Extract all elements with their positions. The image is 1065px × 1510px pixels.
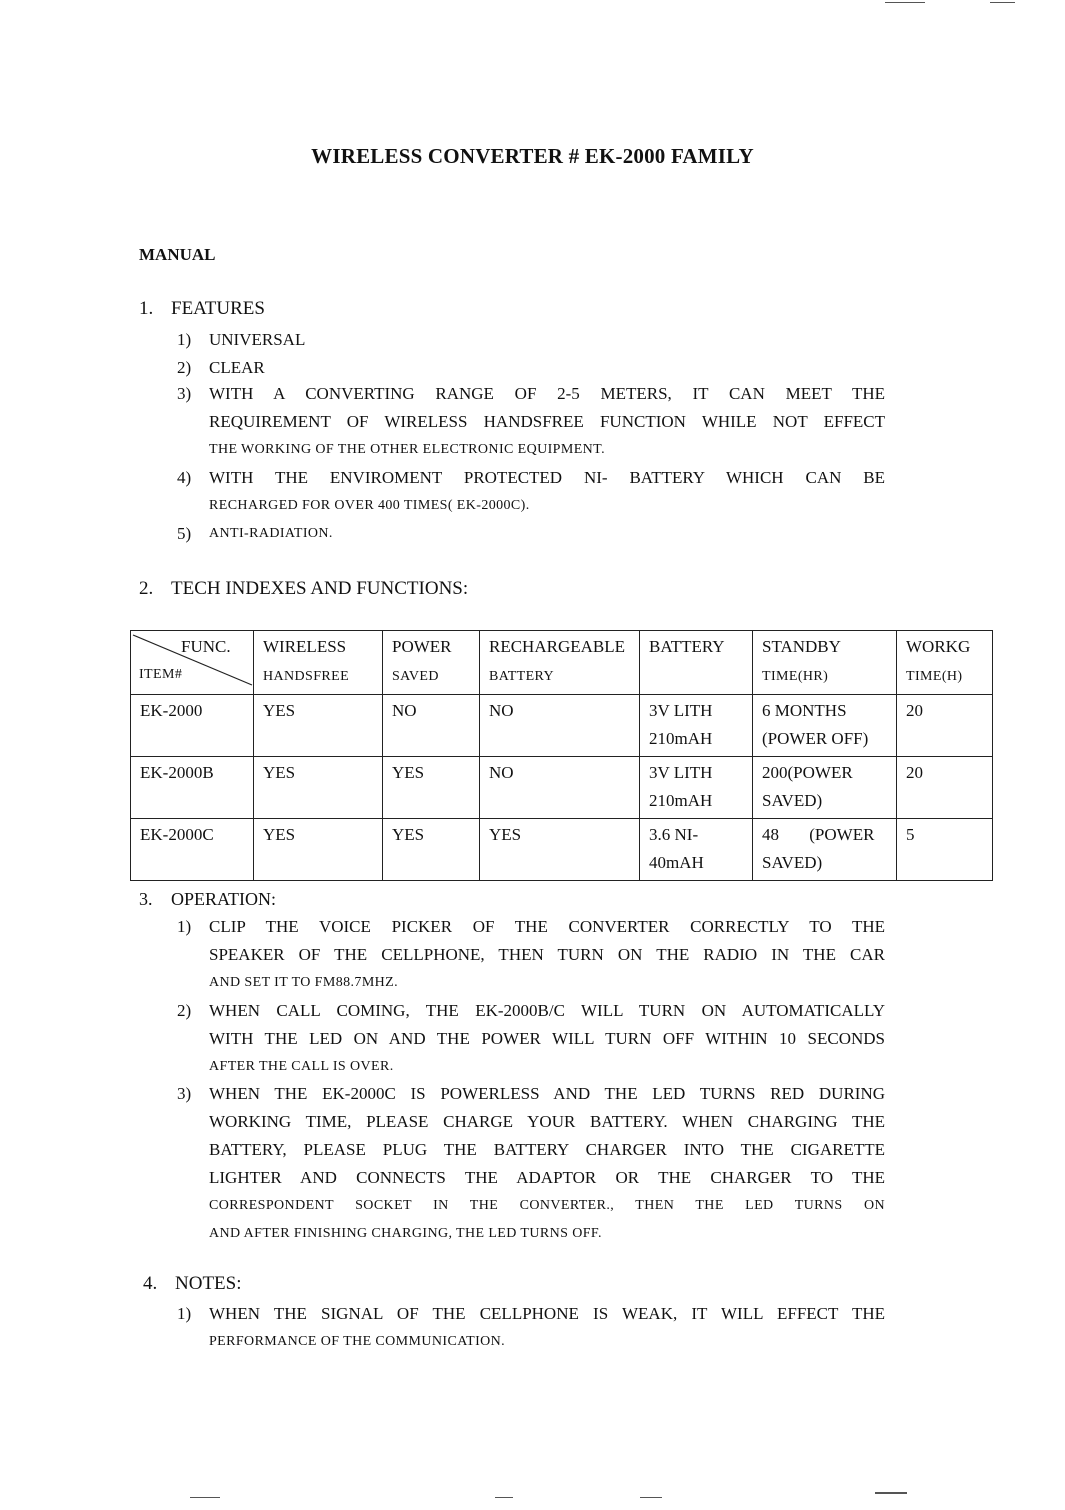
features-heading	[139, 298, 265, 320]
cell-line: 6 MONTHS	[762, 701, 847, 720]
power-cell: YES	[383, 819, 480, 881]
notes-heading	[143, 1273, 242, 1295]
item-number: 4)	[177, 468, 192, 487]
work-cell: 20	[897, 757, 993, 819]
scan-mark	[885, 2, 925, 3]
feature-item	[177, 520, 885, 548]
item-line: LIGHTER AND CONNECTS THE ADAPTOR OR THE CHARGER TO THE	[209, 1168, 885, 1187]
section-number: 2.	[139, 578, 154, 599]
section-title: OPERATION:	[171, 889, 277, 909]
item-line: WHEN CALL COMING, THE EK-2000B/C WILL TURN ON AUTOMATICALLY	[209, 1001, 885, 1020]
cell-line: 210mAH	[649, 729, 713, 748]
item-number: 2)	[177, 1001, 192, 1020]
table-row	[131, 757, 993, 819]
header-line: POWER	[392, 637, 452, 656]
scan-mark	[990, 2, 1015, 3]
corner-header-cell	[131, 631, 254, 695]
header-line: SAVED	[392, 669, 439, 684]
table-row	[131, 819, 993, 881]
operation-item	[177, 913, 885, 997]
feature-item	[177, 464, 885, 520]
section-title: TECH INDEXES AND FUNCTIONS:	[171, 578, 469, 599]
battery-cell	[640, 695, 753, 757]
item-line: WHEN THE EK-2000C IS POWERLESS AND THE LED TURNS RED DURING	[209, 1084, 885, 1103]
power-cell: NO	[383, 695, 480, 757]
item-line: REQUIREMENT OF WIRELESS HANDSFREE FUNCTION WHILE NOT EFFECT	[209, 412, 885, 431]
header-line: TIME(HR)	[762, 669, 829, 684]
item-line: UNIVERSAL	[209, 330, 306, 349]
item-line: AND AFTER FINISHING CHARGING, THE LED TURNS OFF.	[209, 1226, 602, 1241]
header-line: WORKG	[906, 637, 971, 656]
header-line: BATTERY	[649, 637, 725, 656]
cell-line: 200(POWER	[762, 763, 853, 782]
scan-mark	[640, 1497, 662, 1498]
item-cell: EK-2000B	[131, 757, 254, 819]
scan-mark	[875, 1492, 907, 1494]
item-number: 1)	[177, 330, 192, 349]
header-cell	[897, 631, 993, 695]
wireless-cell: YES	[254, 757, 383, 819]
section-number: 4.	[143, 1273, 158, 1294]
battery-cell	[640, 757, 753, 819]
header-cell	[254, 631, 383, 695]
wireless-cell: YES	[254, 695, 383, 757]
header-cell	[480, 631, 640, 695]
work-cell: 20	[897, 695, 993, 757]
header-line: WIRELESS	[263, 637, 347, 656]
item-number: 3)	[177, 1084, 192, 1103]
section-title: NOTES:	[175, 1273, 242, 1294]
item-cell: EK-2000	[131, 695, 254, 757]
recharge-cell: YES	[480, 819, 640, 881]
item-line: AFTER THE CALL IS OVER.	[209, 1059, 394, 1074]
item-line: WITH THE ENVIROMENT PROTECTED NI- BATTERY WHICH CAN BE	[209, 468, 885, 487]
section-number: 3.	[139, 889, 153, 909]
item-label: ITEM#	[139, 667, 183, 682]
item-line: CORRESPONDENT SOCKET IN THE CONVERTER., THEN THE LED TURNS ON	[209, 1198, 885, 1213]
standby-cell	[753, 819, 897, 881]
item-line: CLEAR	[209, 358, 265, 377]
header-line: TIME(H)	[906, 669, 963, 684]
item-number: 1)	[177, 917, 192, 936]
scan-mark	[495, 1497, 513, 1498]
item-line: WITH THE LED ON AND THE POWER WILL TURN OFF WITHIN 10 SECONDS	[209, 1029, 885, 1048]
table-row	[131, 695, 993, 757]
recharge-cell: NO	[480, 757, 640, 819]
item-cell: EK-2000C	[131, 819, 254, 881]
item-number: 1)	[177, 1304, 192, 1323]
cell-line: 210mAH	[649, 791, 713, 810]
cell-line: 48 (POWER	[762, 825, 875, 844]
standby-cell	[753, 695, 897, 757]
feature-item	[177, 354, 885, 382]
standby-cell	[753, 757, 897, 819]
item-line: WITH A CONVERTING RANGE OF 2-5 METERS, IT CAN MEET THE	[209, 384, 885, 403]
operation-heading	[139, 889, 276, 910]
work-cell: 5	[897, 819, 993, 881]
section-number: 1.	[139, 298, 154, 319]
manual-label: MANUAL	[139, 245, 216, 264]
table-header-row	[131, 631, 993, 695]
item-number: 5)	[177, 524, 192, 543]
operation-item	[177, 1080, 885, 1248]
item-line: RECHARGED FOR OVER 400 TIMES( EK-2000C).	[209, 498, 530, 513]
item-line: THE WORKING OF THE OTHER ELECTRONIC EQUIPMENT.	[209, 442, 605, 457]
item-line: PERFORMANCE OF THE COMMUNICATION.	[209, 1334, 506, 1349]
item-line: SPEAKER OF THE CELLPHONE, THEN TURN ON THE RADIO IN THE CAR	[209, 945, 885, 964]
header-line: BATTERY	[489, 669, 555, 684]
header-line: RECHARGEABLE	[489, 637, 625, 656]
scan-mark	[190, 1497, 220, 1498]
power-cell: YES	[383, 757, 480, 819]
cell-line: 3V LITH	[649, 701, 713, 720]
notes-item	[177, 1300, 885, 1356]
operation-item	[177, 997, 885, 1081]
header-line: STANDBY	[762, 637, 841, 656]
feature-item	[177, 380, 885, 464]
header-cell	[383, 631, 480, 695]
item-line: AND SET IT TO FM88.7MHZ.	[209, 975, 399, 990]
document-title: WIRELESS CONVERTER # EK-2000 FAMILY	[311, 144, 754, 168]
item-line: ANTI-RADIATION.	[209, 526, 333, 541]
header-cell	[753, 631, 897, 695]
header-cell	[640, 631, 753, 695]
tech-heading	[139, 578, 468, 600]
header-line: HANDSFREE	[263, 669, 350, 684]
func-label: FUNC.	[181, 637, 231, 656]
tech-table	[130, 630, 993, 881]
item-line: BATTERY, PLEASE PLUG THE BATTERY CHARGER INTO THE CIGARETTE	[209, 1140, 885, 1159]
item-line: CLIP THE VOICE PICKER OF THE CONVERTER CORRECTLY TO THE	[209, 917, 885, 936]
cell-line: 3.6 NI-	[649, 825, 699, 844]
item-line: WORKING TIME, PLEASE CHARGE YOUR BATTERY. WHEN CHARGING THE	[209, 1112, 885, 1131]
cell-line: 3V LITH	[649, 763, 713, 782]
section-title: FEATURES	[171, 298, 265, 319]
feature-item	[177, 326, 885, 354]
wireless-cell: YES	[254, 819, 383, 881]
recharge-cell: NO	[480, 695, 640, 757]
cell-line: SAVED)	[762, 853, 823, 872]
cell-line: SAVED)	[762, 791, 823, 810]
item-line: WHEN THE SIGNAL OF THE CELLPHONE IS WEAK, IT WILL EFFECT THE	[209, 1304, 885, 1323]
cell-line: 40mAH	[649, 853, 704, 872]
item-number: 3)	[177, 384, 192, 403]
cell-line: (POWER OFF)	[762, 729, 869, 748]
battery-cell	[640, 819, 753, 881]
item-number: 2)	[177, 358, 192, 377]
